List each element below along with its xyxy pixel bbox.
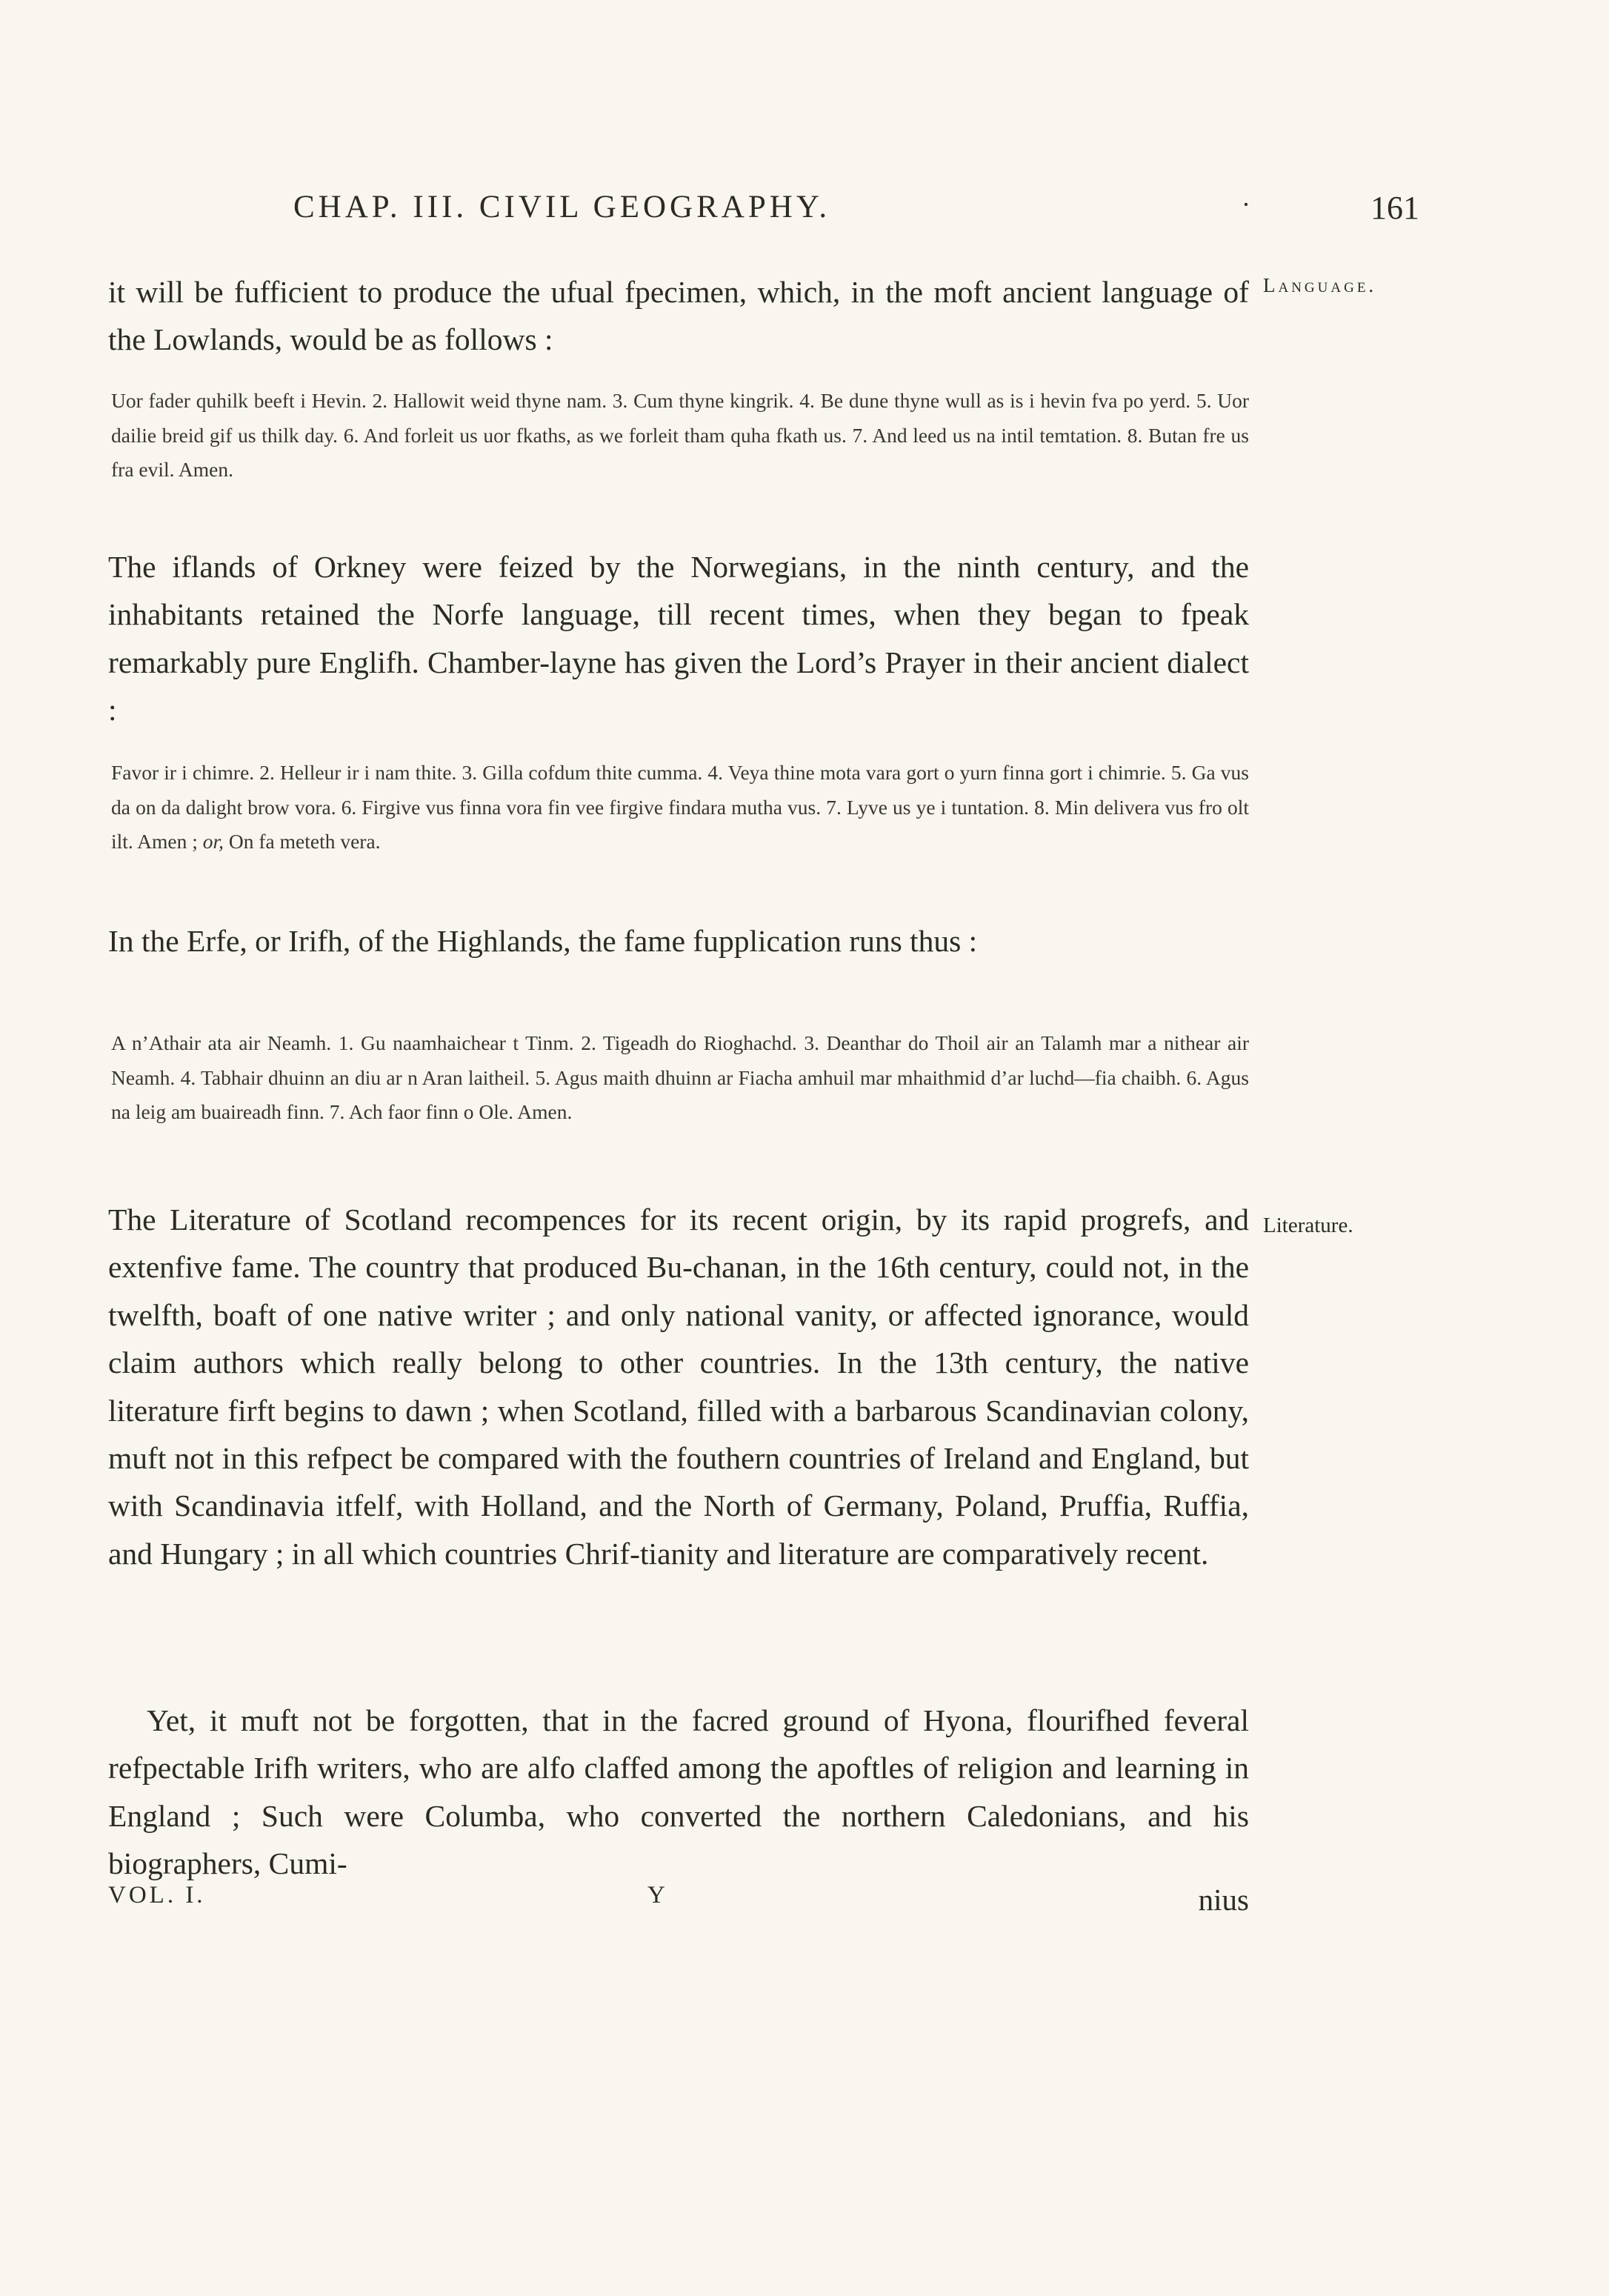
lowland-specimen: Uor fader quhilk beeft i Hevin. 2. Hallowit weid thyne nam. 3. Cum thyne kingrik. 4. Be dune thyne wull as is i hevin fva po yerd. 5. Uor dailie breid gif us thilk day. 6. And forleit us uor fkaths, as we forleit tham quha fkath us. 7. And leed us na intil temtation. 8. Butan fre us fra evil. Amen. <box>111 389 1249 481</box>
orkney-specimen-or: or, <box>202 830 224 853</box>
volume-label: VOL. I. <box>108 1882 206 1909</box>
running-head <box>108 189 1419 233</box>
catchword: nius <box>1198 1883 1249 1917</box>
paragraph-2: The iflands of Orkney were feized by the Norwegians, in the ninth century, and the inhabitants retained the Norfe language, till recent times, when they began to fpeak remarkably pure Englifh. Chamber-layne has given the Lord’s Prayer in their ancient dialect : <box>108 550 1249 728</box>
paragraph-5: Yet, it muft not be forgotten, that in the facred ground of Hyona, flourifhed feveral refpectable Irifh writers, who are alfo claffed among the apoftles of religion and learning in England ; Such were Columba, who converted the northern Caledonians, and his biographers, Cumi- <box>108 1703 1249 1881</box>
paragraph-3: In the Erfe, or Irifh, of the Highlands, the fame fupplication runs thus : <box>108 924 978 958</box>
signature-mark: Y <box>647 1882 665 1909</box>
orkney-specimen-alt: On fa meteth vera. <box>228 830 381 853</box>
paragraph-1: it will be fufficient to produce the ufual fpecimen, which, in the moft ancient language of the Lowlands, would be as follows : <box>108 275 1249 357</box>
margin-note-language: Language. <box>1263 274 1377 296</box>
paragraph-4-block <box>108 1196 1249 1577</box>
paragraph-1-block <box>108 268 1249 364</box>
paragraph-2-block <box>108 543 1249 734</box>
specimen-3-block <box>108 1026 1249 1130</box>
specimen-1-block <box>108 384 1249 488</box>
paragraph-5-block <box>108 1697 1249 1888</box>
margin-note-literature: Literature. <box>1263 1214 1353 1237</box>
page-footer <box>108 1882 1249 1926</box>
running-title: CHAP. III. CIVIL GEOGRAPHY. <box>293 190 831 224</box>
paragraph-3-block <box>108 917 1249 965</box>
page-number: 161 <box>1370 190 1419 226</box>
header-ornament: · <box>1242 190 1250 219</box>
paragraph-4: The Literature of Scotland recompences for its recent origin, by its rapid progrefs, and extenfive fame. The country that produced Bu-chanan, in the 16th century, could not, in the twelfth, boaft of one native writer ; and only national vanity, or affected ignorance, would claim authors which really belong to other countries. In the 13th century, the native literature firft begins to dawn ; when Scotland, filled with a barbarous Scandinavian colony, muft not in this refpect be compared with the fouthern countries of Ireland and England, but with Scandinavia itfelf, with Holland, and the North of Germany, Poland, Pruffia, Ruffia, and Hungary ; in all which countries Chrif-tianity and literature are comparatively recent. <box>108 1202 1249 1571</box>
orkney-specimen <box>108 756 1249 859</box>
specimen-2-block <box>108 756 1249 859</box>
orkney-specimen-main: Favor ir i chimre. 2. Helleur ir i nam thite. 3. Gilla cofdum thite cumma. 4. Veya thine mota vara gort o yurn finna gort i chimrie. 5. Ga vus da on da dalight brow vora. 6. Firgive vus finna vora fin vee firgive findara mutha vus. 7. Lyve us ye i tuntation. 8. Min delivera vus fro olt ilt. Amen ; <box>111 761 1249 853</box>
erse-specimen: A n’Athair ata air Neamh. 1. Gu naamhaichear t Tinm. 2. Tigeadh do Rioghachd. 3. Deanthar do Thoil air an Talamh mar a nithear air Neamh. 4. Tabhair dhuinn an diu ar n Aran laitheil. 5. Agus maith dhuinn ar Fiacha amhuil mar mhaithmid d’ar luchd—fia chaibh. 6. Agus na leig am buaireadh finn. 7. Ach faor finn o Ole. Amen. <box>111 1031 1249 1123</box>
